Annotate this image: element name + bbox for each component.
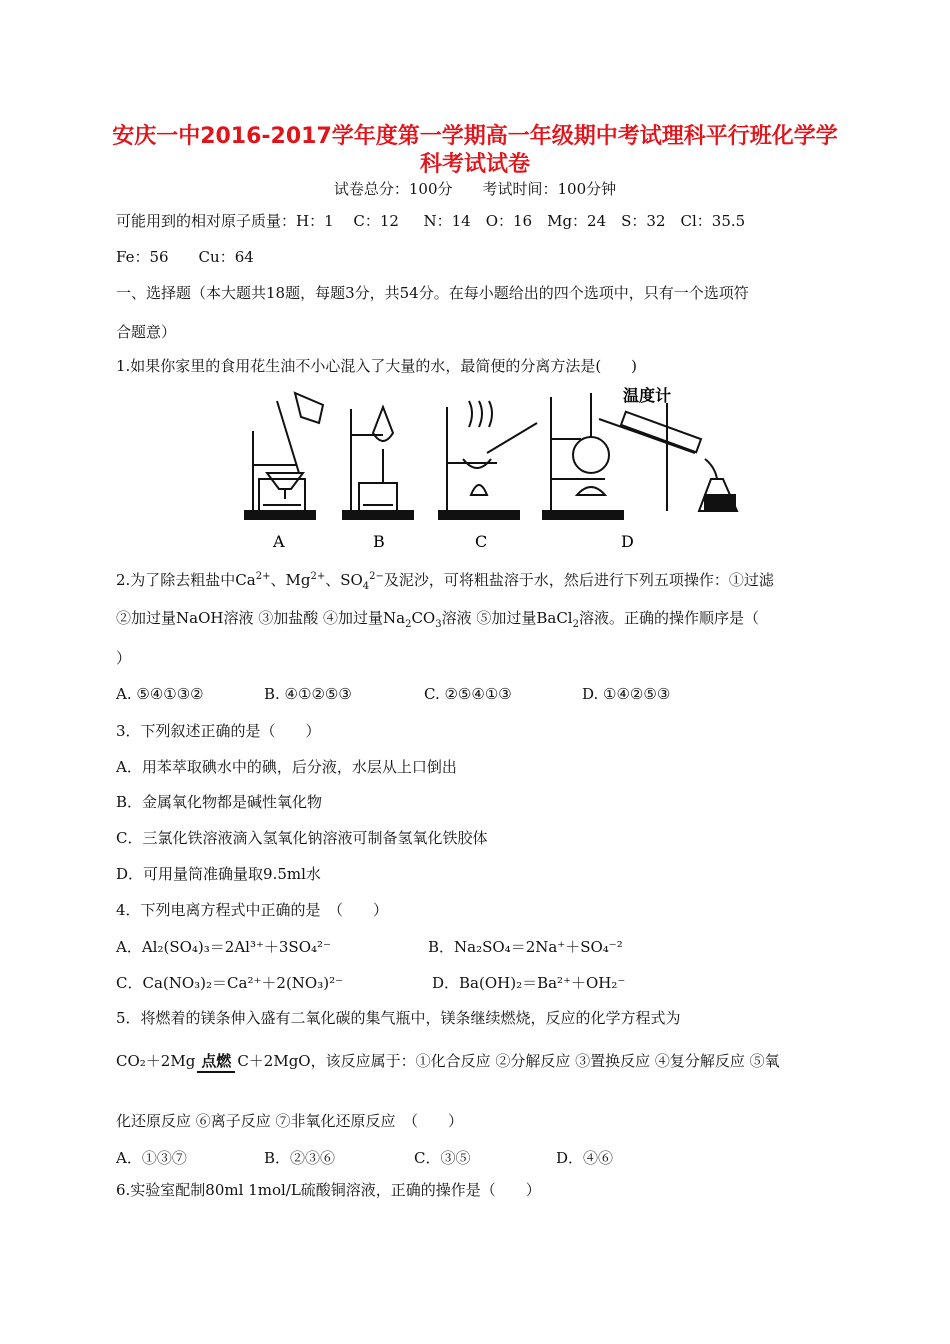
q1-stem: 1.如果你家里的食用花生油不小心混入了大量的水，最简便的分离方法是( ) (116, 357, 638, 375)
q5-option-b: B．②③⑥ (264, 1149, 336, 1167)
q6-stem: 6.实验室配制80ml 1mol/L硫酸铜溶液，正确的操作是（ ） (116, 1181, 541, 1199)
q2-stem-line3: ） (116, 649, 132, 667)
section1-heading-line2: 合题意） (116, 323, 177, 341)
q3-stem: 3．下列叙述正确的是（ ） (116, 722, 321, 740)
q5-reaction-condition: 点燃 (197, 1051, 235, 1073)
exam-title-line2: 科考试试卷 (419, 152, 530, 177)
q5-stem-line3: 化还原反应 ⑥离子反应 ⑦非氧化还原反应 （ ） (116, 1112, 464, 1130)
q1-figure-label-b: B (373, 532, 385, 551)
q2-option-a: A. ⑤④①③② (116, 685, 204, 703)
q2-stem-line1: 2.为了除去粗盐中$Ca^{2+}$、$Mg^{2+}$、$SO_4^{2-}$及泥沙，可将粗盐溶于水，然后进行下列五项操作：①过滤 (116, 571, 774, 592)
q5-equation-line: CO₂＋2Mg 点燃 C＋2MgO，该反应属于：①化合反应 ②分解反应 ③置换反应 ④复分解反应 ⑤氧 (116, 1051, 780, 1073)
q2-option-b: B. ④①②⑤③ (264, 685, 352, 703)
exam-info: 试卷总分：100分 考试时间：100分钟 (333, 180, 617, 198)
q3-option-c: C．三氯化铁溶液滴入氢氧化钠溶液可制备氢氧化铁胶体 (116, 829, 488, 847)
q5-stem: 5．将燃着的镁条伸入盛有二氧化碳的集气瓶中，镁条继续燃烧，反应的化学方程式为 (116, 1009, 681, 1027)
q3-option-b: B．金属氧化物都是碱性氧化物 (116, 793, 323, 811)
q2-option-c: C. ②⑤④①③ (424, 685, 512, 703)
q1-thermometer-label: 温度计 (623, 386, 672, 405)
q4-option-d: D．Ba(OH)₂＝Ba²⁺＋OH₂⁻ (432, 974, 626, 992)
q5-option-c: C．③⑤ (414, 1149, 471, 1167)
q5-option-d: D．④⑥ (556, 1149, 614, 1167)
q2-option-d: D. ①④②⑤③ (582, 685, 671, 703)
atomic-masses-line1: 可能用到的相对原子质量：H：1 C：12 N：14 O：16 Mg：24 S：32 Cl：35.5 (116, 212, 746, 230)
q3-option-a: A．用苯萃取碘水中的碘，后分液，水层从上口倒出 (116, 758, 457, 776)
q1-apparatus-figure (225, 383, 745, 553)
q3-option-d: D．可用量筒准确量取9.5ml水 (116, 865, 321, 883)
q1-figure-label-a: A (273, 532, 285, 551)
q1-figure-label-d: D (621, 532, 634, 551)
q4-option-c: C．Ca(NO₃)₂＝Ca²⁺＋2(NO₃)²⁻ (116, 974, 344, 992)
section1-heading-line1: 一、选择题（本大题共18题，每题3分，共54分。在每小题给出的四个选项中，只有一个选项符 (116, 284, 749, 302)
q2-stem-line2: ②加过量NaOH溶液 ③加盐酸 ④加过量$Na_2CO_3$溶液 ⑤加过量BaCl$_2$溶液。正确的操作顺序是（ (116, 609, 759, 630)
q5-option-a: A．①③⑦ (116, 1149, 187, 1167)
q4-option-a: A．Al₂(SO₄)₃＝2Al³⁺＋3SO₄²⁻ (116, 938, 331, 956)
exam-title-line1: 安庆一中2016-2017学年度第一学期高一年级期中考试理科平行班化学学 (112, 124, 838, 149)
q4-option-b: B．Na₂SO₄＝2Na⁺＋SO₄⁻² (428, 938, 623, 956)
atomic-masses-line2: Fe：56 Cu：64 (116, 248, 254, 266)
q1-figure-label-c: C (475, 532, 488, 551)
q4-stem: 4．下列电离方程式中正确的是 （ ） (116, 901, 389, 919)
